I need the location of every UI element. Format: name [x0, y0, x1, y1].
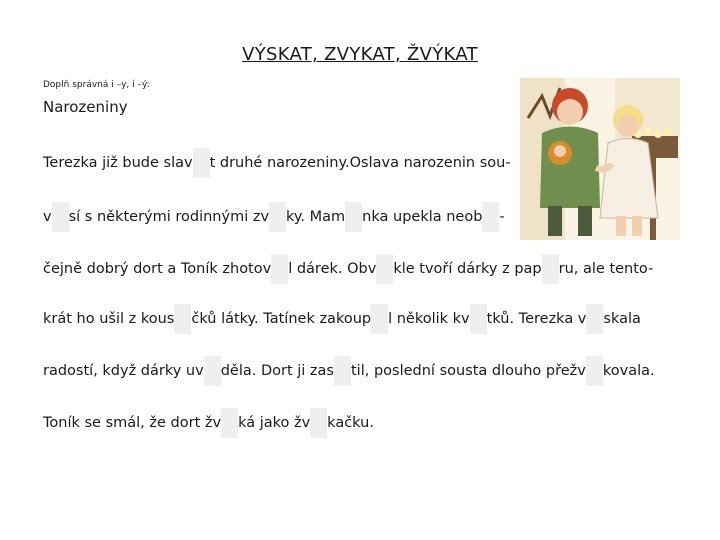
blank-field[interactable]: [269, 202, 286, 232]
text-segment: čků látky. Tatínek zakoup: [191, 311, 372, 327]
blank-field[interactable]: [221, 408, 238, 438]
text-segment: l několik kv: [388, 311, 470, 327]
text-segment: kovala.: [602, 363, 655, 379]
blank-field[interactable]: [371, 304, 388, 334]
text-segment: Terezka již bude slav: [43, 155, 193, 171]
text-line-5: [43, 356, 655, 386]
text-segment: radostí, když dárky uv: [43, 363, 204, 379]
text-segment: kačku.: [327, 415, 374, 431]
blank-field[interactable]: [586, 304, 603, 334]
text-segment: čejně dobrý dort a Toník zhotov: [43, 261, 272, 277]
text-segment: l dárek. Obv: [288, 261, 377, 277]
text-segment: -: [499, 209, 505, 225]
instruction-text: Doplň správná i –y, í –ý:: [43, 80, 150, 90]
text-line-4: [43, 304, 641, 334]
text-segment: tků. Terezka v: [486, 311, 587, 327]
text-segment: nka upekla neob: [362, 209, 483, 225]
text-segment: v: [43, 209, 52, 225]
blank-field[interactable]: [334, 356, 351, 386]
text-line-1: [43, 148, 511, 178]
blank-field[interactable]: [586, 356, 603, 386]
blank-field[interactable]: [174, 304, 191, 334]
text-segment: Toník se smál, že dort žv: [43, 415, 222, 431]
text-segment: sí s některými rodinnými zv: [68, 209, 270, 225]
text-segment: til, poslední sousta dlouho přežv: [351, 363, 586, 379]
text-segment: děla. Dort ji zas: [220, 363, 334, 379]
text-segment: ká jako žv: [238, 415, 311, 431]
blank-field[interactable]: [376, 254, 393, 284]
blank-field[interactable]: [345, 202, 362, 232]
blank-field[interactable]: [542, 254, 559, 284]
blank-field[interactable]: [193, 148, 210, 178]
text-segment: skala: [603, 311, 641, 327]
blank-field[interactable]: [204, 356, 221, 386]
blank-field[interactable]: [482, 202, 499, 232]
text-segment: t druhé narozeniny.Oslava narozenin sou-: [209, 155, 511, 171]
story-title: Narozeniny: [43, 98, 128, 116]
text-segment: krát ho ušil z kous: [43, 311, 175, 327]
text-line-3: [43, 254, 653, 284]
text-segment: ru, ale tento-: [558, 261, 654, 277]
text-line-6: [43, 408, 374, 438]
text-line-2: [43, 202, 505, 232]
worksheet-title: VÝSKAT, ZVYKAT, ŽVÝKAT: [242, 44, 478, 65]
blank-field[interactable]: [52, 202, 69, 232]
blank-field[interactable]: [470, 304, 487, 334]
blank-field[interactable]: [271, 254, 288, 284]
blank-field[interactable]: [310, 408, 327, 438]
text-segment: ky. Mam: [286, 209, 346, 225]
text-segment: kle tvoří dárky z pap: [393, 261, 542, 277]
children-illustration: [520, 78, 680, 240]
